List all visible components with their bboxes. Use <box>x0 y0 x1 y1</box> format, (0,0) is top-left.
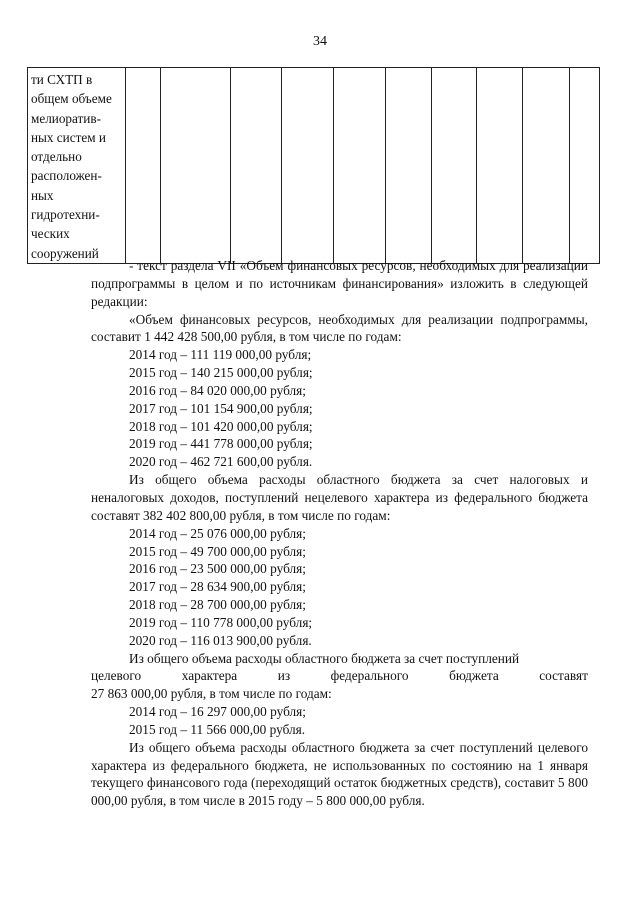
total-paragraph: «Объем финансовых ресурсов, необходимых для реализации подпрограммы, составит 1 442 428 500,00 рубля, в том числе по годам: <box>91 311 588 345</box>
continued-table <box>27 67 600 264</box>
table-cell-empty <box>477 68 523 264</box>
total-year-line: 2018 год – 101 420 000,00 рубля; <box>129 418 313 434</box>
total-year-line: 2016 год – 84 020 000,00 рубля; <box>129 382 306 398</box>
table-cell-empty <box>161 68 231 264</box>
spread-word: бюджета <box>449 668 499 684</box>
label-line: общем объеме <box>31 91 112 107</box>
table-cell-empty <box>570 68 600 264</box>
label-line: гидротехни- <box>31 207 100 223</box>
total-year-line: 2014 год – 111 119 000,00 рубля; <box>129 347 312 363</box>
table-cell-empty <box>432 68 477 264</box>
label-line: расположен- <box>31 168 102 184</box>
spread-word: из <box>277 668 291 684</box>
label-line: ческих <box>31 226 70 242</box>
tax-paragraph: Из общего объема расходы областного бюджета за счет налоговых и неналоговых доходов, поступлений нецелевого характера из федерального бюджета составят 382 402 800,00 рубля, в том числе по годам: <box>91 472 588 523</box>
table-cell-empty <box>386 68 432 264</box>
table-cell-empty <box>126 68 161 264</box>
tax-year-line: 2015 год – 49 700 000,00 рубля; <box>129 543 306 559</box>
federal-year-line: 2014 год – 16 297 000,00 рубля; <box>129 704 306 720</box>
federal-year-line: 2015 год – 11 566 000,00 рубля. <box>129 721 306 737</box>
tax-year-line: 2016 год – 23 500 000,00 рубля; <box>129 561 306 577</box>
intro-paragraph: - текст раздела VII «Объем финансовых ресурсов, необходимых для реализации подпрограммы в целом и по источникам финансирования» изложить в следующей редакции: <box>91 258 588 309</box>
spread-word: составят <box>539 668 588 684</box>
table-cell-empty <box>334 68 386 264</box>
table-row <box>28 68 600 264</box>
tax-year-line: 2020 год – 116 013 900,00 рубля. <box>129 632 312 648</box>
label-line: ных систем и <box>31 129 106 145</box>
total-year-line: 2017 год – 101 154 900,00 рубля; <box>129 400 313 416</box>
unused-funds-paragraph: Из общего объема расходы областного бюджета за счет поступлений целевого характера из федерального бюджета, не использованных по состоянию на 1 января текущего финансового года (переходящий остаток бюджетных средств), составит 5 800 000,00 рубля, в том числе в 2015 году – 5 800 000,00 рубля. <box>91 739 588 809</box>
table-cell-empty <box>523 68 570 264</box>
tax-year-line: 2014 год – 25 076 000,00 рубля; <box>129 525 306 541</box>
table-cell-empty <box>231 68 282 264</box>
spread-word: целевого <box>91 668 142 684</box>
tax-year-line: 2017 год – 28 634 900,00 рубля; <box>129 579 306 595</box>
spread-word: федерального <box>330 668 409 684</box>
tax-year-line: 2018 год – 28 700 000,00 рубля; <box>129 597 306 613</box>
body-text <box>91 257 588 810</box>
label-line: мелиоратив- <box>31 110 101 126</box>
total-year-line: 2020 год – 462 721 600,00 рубля. <box>129 454 313 470</box>
page-number: 34 <box>313 34 327 49</box>
label-line: ти СХТП в <box>31 72 93 87</box>
label-line: сооружений <box>31 245 99 261</box>
tax-year-line: 2019 год – 110 778 000,00 рубля; <box>129 614 313 630</box>
federal-paragraph-line: 27 863 000,00 рубля, в том числе по годам: <box>91 686 332 702</box>
federal-paragraph-spread-line <box>91 667 588 685</box>
label-line: ных <box>31 187 54 203</box>
total-year-line: 2015 год – 140 215 000,00 рубля; <box>129 365 313 381</box>
table-cell-label <box>28 68 126 264</box>
federal-paragraph-line: Из общего объема расходы областного бюджета за счет поступлений <box>129 650 520 666</box>
table-cell-empty <box>282 68 334 264</box>
label-line: отдельно <box>31 149 82 165</box>
total-year-line: 2019 год – 441 778 000,00 рубля; <box>129 436 313 452</box>
spread-word: характера <box>181 668 238 684</box>
